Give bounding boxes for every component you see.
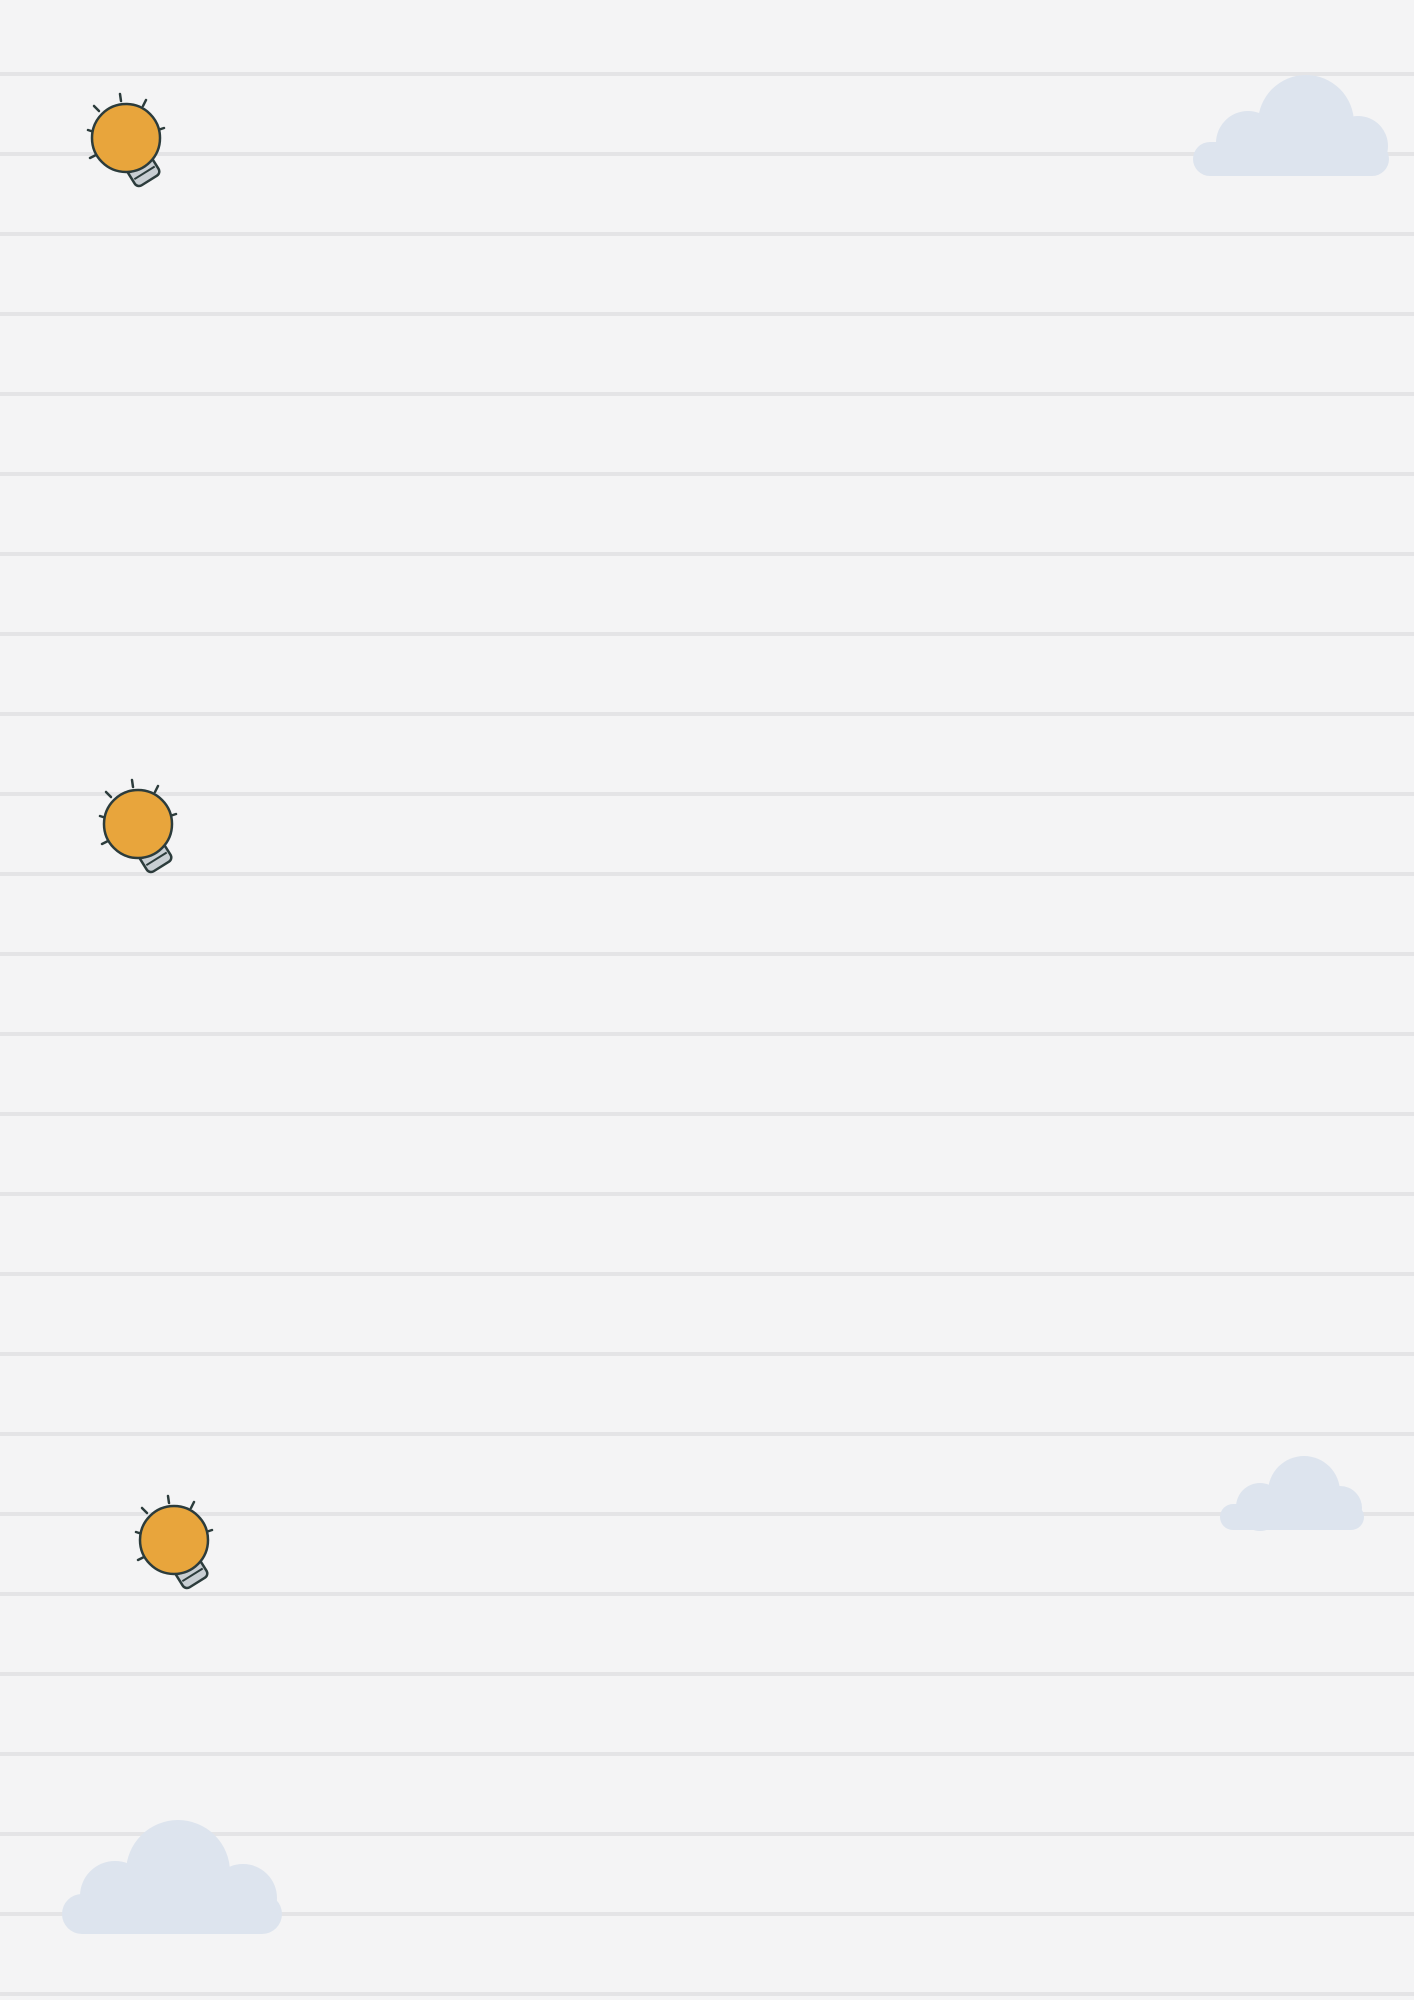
lightbulb-icon: [128, 1494, 224, 1598]
cloud-icon: [60, 1814, 284, 1936]
cloud-icon: [1188, 68, 1394, 178]
cloud-icon: [1218, 1452, 1366, 1532]
lightbulb-icon: [92, 778, 188, 882]
lightbulb-icon: [80, 92, 176, 196]
